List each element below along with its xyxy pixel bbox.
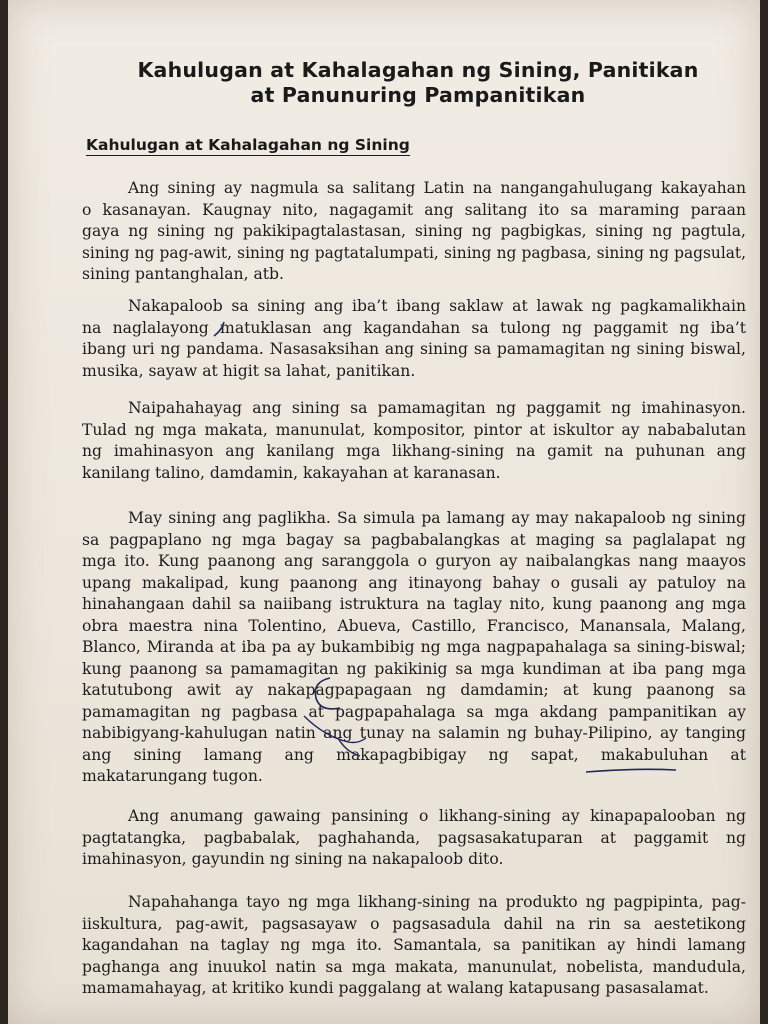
paragraph-line: hinahangaan dahil sa naiibang istruktura na taglay nito, kung paanong ang mga <box>82 595 746 613</box>
paragraph-line: obra maestra nina Tolentino, Abueva, Castillo, Francisco, Manansala, Malang, <box>82 616 746 635</box>
title-line-1: Kahulugan at Kahalagahan ng Sining, Panitikan <box>137 58 699 82</box>
paragraph-line: ibang uri ng pandama. Nasasaksihan ang sining sa pamamagitan ng sining biswal, <box>82 340 746 358</box>
paragraph-line: kanilang talino, damdamin, kakayahan at karanasan. <box>82 463 501 482</box>
paragraph-line: sining pantanghalan, atb. <box>82 265 284 283</box>
section-heading: Kahulugan at Kahalagahan ng Sining <box>86 136 410 154</box>
paragraph-5 <box>82 806 746 871</box>
paragraph-line: ang sining lamang ang makapagbibigay ng sapat, makabuluhan at <box>82 745 746 764</box>
paragraph-line: katutubong awit ay nakapagpapagaan ng damdamin; at kung paanong sa <box>82 681 746 699</box>
paragraph-line: musika, sayaw at higit sa lahat, panitikan. <box>82 361 416 380</box>
paragraph-line: gaya ng sining ng pakikipagtalastasan, sining ng pagbigkas, sining ng pagtula, <box>82 222 746 240</box>
paragraph-line: Napahahanga tayo ng mga likhang-sining na produkto ng pagpipinta, pag- <box>128 893 746 911</box>
title-line-2: at Panunuring Pampanitikan <box>250 83 586 107</box>
paragraph-line: sa pagpaplano ng mga bagay sa pagbabalangkas at maging sa paglalapat ng <box>82 530 746 549</box>
paragraph-line: imahinasyon, gayundin ng sining na nakapaloob dito. <box>82 850 504 868</box>
paragraph-line: Ang sining ay nagmula sa salitang Latin na nangangahulugang kakayahan <box>128 179 746 197</box>
paragraph-line: mga ito. Kung paanong ang saranggola o guryon ay naibalangkas nang maayos <box>82 552 746 570</box>
paragraph-line: kagandahan na taglay ng mga ito. Samantala, sa panitikan ay hindi lamang <box>82 936 746 954</box>
paragraph-line: Naipahahayag ang sining sa pamamagitan ng paggamit ng imahinasyon. <box>128 399 746 417</box>
paragraph-line: sining ng pag-awit, sining ng pagtatalumpati, sining ng pagbasa, sining ng pagsulat, <box>82 243 746 262</box>
paragraph-line: pagtatangka, pagbabalak, paghahanda, pagsasakatuparan at paggamit ng <box>82 828 746 847</box>
paragraph-3 <box>82 398 746 484</box>
paragraph-line: May sining ang paglikha. Sa simula pa lamang ay may nakapaloob ng sining <box>128 509 746 527</box>
paragraph-line: Blanco, Miranda at iba pa ay bukambibig ng mga nagpapahalaga sa sining-biswal; <box>82 638 746 656</box>
paragraph-line: kung paanong sa pamamagitan ng pakikinig sa mga kundiman at iba pang mga <box>82 659 746 678</box>
paragraph-line: nabibigyang-kahulugan natin ang tunay na salamin ng buhay-Pilipino, ay tanging <box>82 724 746 742</box>
paragraph-2 <box>82 296 746 382</box>
paragraph-line: Nakapaloob sa sining ang iba’t ibang saklaw at lawak ng pagkamalikhain <box>128 297 746 315</box>
paragraph-line: ng imahinasyon ang kanilang mga likhang-sining na gamit na puhunan ang <box>82 442 746 460</box>
paragraph-line: iiskultura, pag-awit, pagsasayaw o pagsasadula dahil na rin sa aestetikong <box>82 914 746 933</box>
paragraph-line: o kasanayan. Kaugnay nito, nagagamit ang salitang ito sa maraming paraan <box>82 200 746 219</box>
paragraph-line: makatarungang tugon. <box>82 767 263 785</box>
paragraph-line: mamamahayag, at kritiko kundi paggalang at walang katapusang pasasalamat. <box>82 979 709 997</box>
paragraph-1 <box>82 178 746 286</box>
paragraph-line: Ang anumang gawaing pansining o likhang-sining ay kinapapalooban ng <box>128 807 746 825</box>
paragraph-4 <box>82 508 746 788</box>
page-title <box>68 58 768 108</box>
document-page <box>8 0 760 1024</box>
paragraph-line: Tulad ng mga makata, manunulat, kompositor, pintor at iskultor ay nababalutan <box>82 420 746 439</box>
paragraph-6 <box>82 892 746 1000</box>
paragraph-line: na naglalayong matuklasan ang kagandahan sa tulong ng paggamit ng iba’t <box>82 318 746 337</box>
paragraph-line: upang makalipad, kung paanong ang itinayong bahay o gusali ay patuloy na <box>82 573 746 592</box>
paragraph-line: pamamagitan ng pagbasa at pagpapahalaga sa mga akdang pampanitikan ay <box>82 702 746 721</box>
paragraph-line: paghanga ang inuukol natin sa mga makata, manunulat, nobelista, mandudula, <box>82 957 746 976</box>
